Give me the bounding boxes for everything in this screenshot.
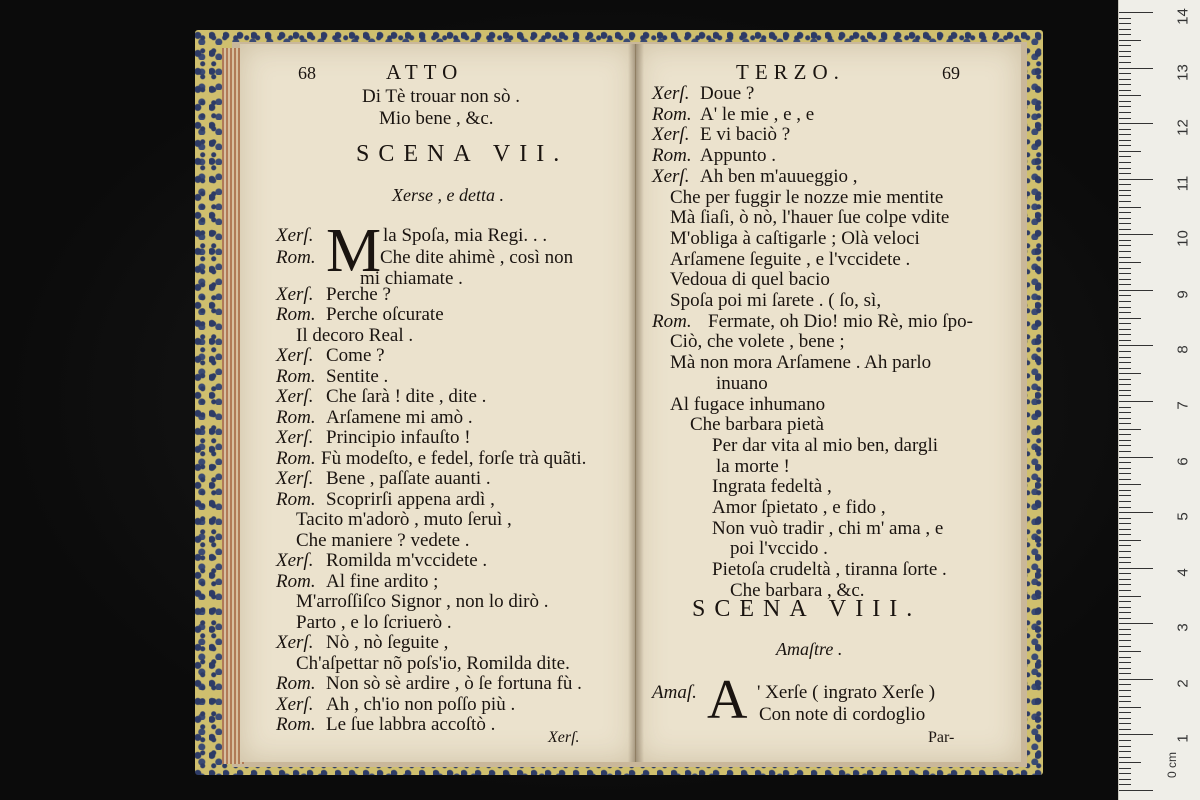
dialogue-line: Al fine ardito ;	[326, 570, 439, 592]
ruler-tick	[1119, 395, 1131, 396]
ruler-tick	[1119, 551, 1131, 552]
ruler-tick	[1119, 90, 1131, 91]
ruler-tick	[1119, 368, 1131, 369]
ruler-tick	[1119, 290, 1153, 291]
ruler-tick	[1119, 68, 1153, 69]
ruler-tick	[1119, 168, 1131, 169]
ruler-tick	[1119, 173, 1131, 174]
ruler-tick	[1119, 484, 1141, 485]
ruler-tick	[1119, 640, 1131, 641]
ruler-tick	[1119, 334, 1131, 335]
dialogue-line: Come ?	[326, 345, 385, 366]
dialogue-line: Principio infauſto !	[326, 427, 471, 448]
ruler-tick	[1119, 612, 1131, 613]
right-catchword: Par-	[928, 729, 955, 746]
ruler-tick	[1119, 29, 1131, 30]
dialogue-line: Mà ſiaſi, ò nò, l'hauer ſue colpe vdite	[670, 207, 950, 229]
ruler-tick	[1119, 662, 1131, 663]
speaker-label: Rom.	[276, 247, 316, 268]
ruler-tick	[1119, 18, 1131, 19]
measuring-ruler	[1118, 0, 1200, 800]
dialogue-line: Non vuò tradir , chi m' ama , e	[712, 517, 944, 539]
ruler-tick	[1119, 445, 1131, 446]
ruler-tick	[1119, 234, 1153, 235]
ruler-tick	[1119, 590, 1131, 591]
ruler-number: 6	[1174, 456, 1192, 466]
ruler-tick	[1119, 723, 1131, 724]
ruler-unit-label: 0 cm	[1165, 751, 1180, 779]
ruler-tick	[1119, 545, 1131, 546]
ruler-tick	[1119, 668, 1131, 669]
ruler-tick	[1119, 207, 1141, 208]
ruler-tick	[1119, 507, 1131, 508]
ruler-tick	[1119, 579, 1131, 580]
ruler-number: 13	[1174, 63, 1192, 81]
dialogue-line: Arſamene mi amò .	[326, 406, 473, 428]
ruler-tick	[1119, 673, 1131, 674]
ruler-tick	[1119, 323, 1131, 324]
ruler-tick	[1119, 657, 1131, 658]
ruler-tick	[1119, 123, 1153, 124]
ruler-tick	[1119, 401, 1153, 402]
ruler-tick	[1119, 418, 1131, 419]
dialogue-line: Vedoua di quel bacio	[670, 269, 830, 291]
speaker-label: Rom.	[276, 406, 316, 428]
speaker-label: Xerſ.	[652, 83, 690, 104]
dialogue-line: M'obliga à caſtigarle ; Olà veloci	[670, 227, 920, 249]
ruler-tick	[1119, 351, 1131, 352]
ruler-number: 9	[1174, 290, 1192, 299]
ruler-tick	[1119, 340, 1131, 341]
dialogue-line: Ah , ch'io non poſſo più .	[326, 693, 516, 715]
ruler-tick	[1119, 473, 1131, 474]
left-page-number: 68	[298, 63, 316, 83]
ruler-tick	[1119, 490, 1131, 491]
dialogue-line: Amor ſpietato , e fido ,	[712, 497, 886, 518]
right-final-line-1: ' Xerſe ( ingrato Xerſe )	[757, 682, 936, 703]
ruler-tick	[1119, 562, 1131, 563]
right-running-head: TERZO.	[736, 60, 845, 84]
dialogue-line: Mà non mora Arſamene . Ah parlo	[670, 352, 932, 374]
ruler-tick	[1119, 679, 1153, 680]
speaker-label: Xerſ.	[276, 693, 314, 715]
ruler-tick	[1119, 12, 1153, 13]
book-gutter	[628, 44, 644, 762]
ruler-tick	[1119, 262, 1141, 263]
dialogue-line: Che maniere ? vedete .	[296, 529, 470, 551]
ruler-tick	[1119, 479, 1131, 480]
ruler-tick	[1119, 607, 1131, 608]
ruler-tick	[1119, 101, 1131, 102]
ruler-tick	[1119, 145, 1131, 146]
ruler-tick	[1119, 279, 1131, 280]
scene-viii-subtitle: Amaſtre .	[776, 639, 843, 659]
ruler-tick	[1119, 307, 1131, 308]
ruler-tick	[1119, 162, 1131, 163]
speaker-label: Rom.	[276, 714, 316, 735]
ruler-tick	[1119, 384, 1131, 385]
dialogue-line: Ch'aſpettar nõ poſs'io, Romilda dite.	[296, 652, 570, 674]
ruler-tick	[1119, 56, 1131, 57]
dialogue-line: Che barbara pietà	[690, 414, 824, 436]
ruler-tick	[1119, 623, 1153, 624]
ruler-tick	[1119, 501, 1131, 502]
amastre-speaker: Amaſ.	[652, 682, 697, 703]
ruler-tick	[1119, 451, 1131, 452]
dialogue-line: A' le mie , e , e	[700, 103, 815, 125]
ruler-tick	[1119, 701, 1131, 702]
ruler-tick	[1119, 712, 1131, 713]
ruler-tick	[1119, 373, 1141, 374]
ruler-tick	[1119, 423, 1131, 424]
ruler-tick	[1119, 51, 1131, 52]
ruler-tick	[1119, 329, 1131, 330]
dialogue-line: Appunto .	[700, 145, 776, 167]
speaker-label: Rom.	[276, 447, 316, 469]
left-catchword: Xerſ.	[548, 729, 580, 746]
ruler-tick	[1119, 151, 1141, 152]
ruler-tick	[1119, 696, 1131, 697]
speaker-label: Rom.	[276, 365, 316, 387]
ruler-tick	[1119, 295, 1131, 296]
scene-vii-subtitle: Xerse , e detta .	[392, 185, 504, 205]
ruler-tick	[1119, 457, 1153, 458]
ruler-tick	[1119, 434, 1131, 435]
speaker-label: Xerſ.	[276, 283, 314, 305]
ruler-tick	[1119, 684, 1131, 685]
ruler-number: 12	[1174, 119, 1192, 136]
left-running-head: ATTO	[386, 60, 464, 84]
ruler-number: 8	[1174, 345, 1192, 355]
ruler-tick	[1119, 690, 1131, 691]
ruler-tick	[1119, 118, 1131, 119]
ruler-tick	[1119, 179, 1153, 180]
dialogue-line: Arſamene ſeguite , e l'vccidete .	[670, 248, 911, 270]
ruler-tick	[1119, 779, 1131, 780]
ruler-tick	[1119, 751, 1131, 752]
dialogue-line: Per dar vita al mio ben, dargli	[712, 434, 939, 456]
ruler-tick	[1119, 379, 1131, 380]
ruler-tick	[1119, 740, 1131, 741]
dialogue-line: Scoprirſi appena ardì ,	[326, 488, 495, 510]
dialogue-line: Ah ben m'auueggio ,	[700, 165, 858, 187]
ruler-number: 7	[1174, 401, 1192, 410]
ruler-number: 11	[1174, 175, 1192, 191]
speaker-label: Xerſ.	[276, 427, 314, 448]
speaker-label: Xerſ.	[276, 345, 314, 366]
dialogue-line: Che barbara , &c.	[730, 579, 865, 601]
ruler-tick	[1119, 762, 1141, 763]
ruler-tick	[1119, 596, 1141, 597]
ruler-number: 10	[1174, 230, 1192, 248]
ruler-tick	[1119, 268, 1131, 269]
ruler-tick	[1119, 790, 1153, 791]
dialogue-line: Ingrata fedeltà ,	[712, 476, 832, 498]
ruler-number: 1	[1174, 734, 1192, 744]
ruler-tick	[1119, 134, 1131, 135]
dialogue-line: Doue ?	[700, 83, 755, 104]
left-top-line-1: Di Tè trouar non sò .	[362, 86, 520, 107]
speaker-label: Xerſ.	[276, 468, 314, 489]
dialogue-line: mi chiamate .	[360, 268, 463, 289]
ruler-tick	[1119, 468, 1131, 469]
dialogue-line: E vi baciò ?	[700, 124, 791, 146]
left-top-line-2: Mio bene , &c.	[379, 108, 494, 129]
ruler-tick	[1119, 768, 1131, 769]
ruler-tick	[1119, 568, 1153, 569]
ruler-tick	[1119, 362, 1131, 363]
dialogue-line: Sentite .	[326, 365, 389, 387]
ruler-tick	[1119, 523, 1131, 524]
speaker-label: Rom.	[276, 488, 316, 510]
ruler-tick	[1119, 357, 1131, 358]
ruler-tick	[1119, 784, 1131, 785]
speaker-label: Rom.	[652, 310, 692, 332]
ruler-tick	[1119, 462, 1131, 463]
dialogue-line: Nò , nò ſeguite ,	[326, 632, 449, 653]
dialogue-line: Spoſa poi mi ſarete . ( ſo, sì,	[670, 290, 882, 311]
ruler-tick	[1119, 106, 1131, 107]
ruler-tick	[1119, 412, 1131, 413]
speaker-label: Xerſ.	[276, 386, 314, 407]
dialogue-line: Non sò sè ardire , ò ſe fortuna fù .	[326, 673, 582, 694]
ruler-tick	[1119, 618, 1131, 619]
speaker-label: Xerſ.	[276, 225, 314, 246]
ruler-tick	[1119, 79, 1131, 80]
ruler-tick	[1119, 345, 1153, 346]
speaker-label: Xerſ.	[276, 550, 314, 571]
ruler-tick	[1119, 540, 1141, 541]
right-final-line-2: Con note di cordoglio	[759, 704, 926, 725]
ruler-tick	[1119, 84, 1131, 85]
dialogue-line: Bene , paſſate auanti .	[326, 468, 491, 489]
speaker-label: Rom.	[276, 304, 316, 325]
ruler-tick	[1119, 195, 1131, 196]
dialogue-line: Le ſue labbra accoſtò .	[326, 714, 496, 735]
ruler-tick	[1119, 584, 1131, 585]
ruler-tick	[1119, 140, 1131, 141]
ruler-number: 2	[1174, 679, 1192, 688]
speaker-label: Rom.	[276, 673, 316, 694]
speaker-label: Rom.	[276, 570, 316, 592]
ruler-tick	[1119, 557, 1131, 558]
ruler-tick	[1119, 512, 1153, 513]
ruler-tick	[1119, 601, 1131, 602]
dialogue-line: Perche ?	[326, 283, 391, 305]
ruler-tick	[1119, 273, 1131, 274]
ruler-tick	[1119, 757, 1131, 758]
ruler-tick	[1119, 23, 1131, 24]
ruler-tick	[1119, 707, 1141, 708]
ruler-number: 3	[1174, 623, 1192, 632]
ruler-tick	[1119, 95, 1141, 96]
dialogue-line: Il decoro Real .	[296, 324, 414, 346]
ruler-tick	[1119, 729, 1131, 730]
dialogue-line: Perche oſcurate	[326, 304, 444, 325]
ruler-tick	[1119, 629, 1131, 630]
ruler-tick	[1119, 45, 1131, 46]
ruler-tick	[1119, 573, 1131, 574]
ruler-tick	[1119, 245, 1131, 246]
ruler-tick	[1119, 646, 1131, 647]
ruler-tick	[1119, 495, 1131, 496]
dialogue-line: Che ſarà ! dite , dite .	[326, 386, 487, 407]
dialogue-line: la morte !	[716, 455, 790, 477]
dialogue-line: poi l'vccido .	[730, 538, 828, 560]
dialogue-line: Fù modeſto, e fedel, forſe trà quãti.	[321, 447, 587, 469]
ruler-tick	[1119, 251, 1131, 252]
ruler-tick	[1119, 312, 1131, 313]
ruler-tick	[1119, 40, 1141, 41]
dialogue-line: M'arroſſiſco Signor , non lo dirò .	[296, 591, 549, 612]
speaker-label: Xerſ.	[652, 124, 690, 146]
ruler-tick	[1119, 746, 1131, 747]
dialogue-line: Tacito m'adorò , muto ſeruì ,	[296, 509, 512, 530]
ruler-tick	[1119, 773, 1131, 774]
dialogue-line: Fermate, oh Dio! mio Rè, mio ſpo-	[708, 310, 973, 332]
drop-cap-m: M	[326, 217, 382, 285]
ruler-tick	[1119, 184, 1131, 185]
ruler-tick	[1119, 257, 1131, 258]
scene-heading-vii: SCENA VII.	[356, 141, 569, 167]
ruler-tick	[1119, 301, 1131, 302]
right-page-number: 69	[942, 63, 960, 83]
ruler-tick	[1119, 229, 1131, 230]
dialogue-line: Ciò, che volete , bene ;	[670, 331, 845, 353]
ruler-tick	[1119, 190, 1131, 191]
ruler-tick	[1119, 529, 1131, 530]
dialogue-line: Romilda m'vccidete .	[326, 550, 488, 571]
speaker-label: Xerſ.	[652, 165, 690, 187]
ruler-tick	[1119, 407, 1131, 408]
dialogue-line: Al fugace inhumano	[670, 393, 826, 415]
drop-cap-a: A	[707, 669, 748, 731]
ruler-tick	[1119, 112, 1131, 113]
ruler-tick	[1119, 734, 1153, 735]
ruler-tick	[1119, 390, 1131, 391]
ruler-tick	[1119, 62, 1131, 63]
dialogue-line: Pietoſa crudeltà , tiranna ſorte .	[712, 559, 947, 581]
speaker-label: Xerſ.	[276, 632, 314, 653]
scene-heading-viii: SCENA VIII.	[692, 596, 922, 622]
ruler-tick	[1119, 634, 1131, 635]
dialogue-line: la Spoſa, mia Regi. . .	[383, 225, 548, 246]
ruler-tick	[1119, 73, 1131, 74]
ruler-tick	[1119, 651, 1141, 652]
ruler-tick	[1119, 440, 1131, 441]
ruler-tick	[1119, 201, 1131, 202]
ruler-tick	[1119, 156, 1131, 157]
ruler-tick	[1119, 34, 1131, 35]
ruler-tick	[1119, 129, 1131, 130]
dialogue-line: Parto , e lo ſcriuerò .	[296, 611, 452, 633]
speaker-label: Rom.	[652, 145, 692, 167]
dialogue-line: Che per fuggir le nozze mie mentite	[670, 186, 944, 208]
ruler-tick	[1119, 534, 1131, 535]
ruler-tick	[1119, 284, 1131, 285]
ruler-tick	[1119, 223, 1131, 224]
ruler-tick	[1119, 718, 1131, 719]
ruler-tick	[1119, 429, 1141, 430]
ruler-number: 4	[1174, 568, 1192, 577]
ruler-tick	[1119, 212, 1131, 213]
ruler-tick	[1119, 518, 1131, 519]
ruler-tick	[1119, 218, 1131, 219]
speaker-label: Rom.	[652, 103, 692, 125]
ruler-number: 5	[1174, 512, 1192, 521]
dialogue-line: Che dite ahimè , così non	[380, 247, 574, 268]
ruler-tick	[1119, 318, 1141, 319]
dialogue-line: inuano	[716, 372, 768, 394]
ruler-number: 14	[1174, 8, 1192, 25]
ruler-tick	[1119, 240, 1131, 241]
